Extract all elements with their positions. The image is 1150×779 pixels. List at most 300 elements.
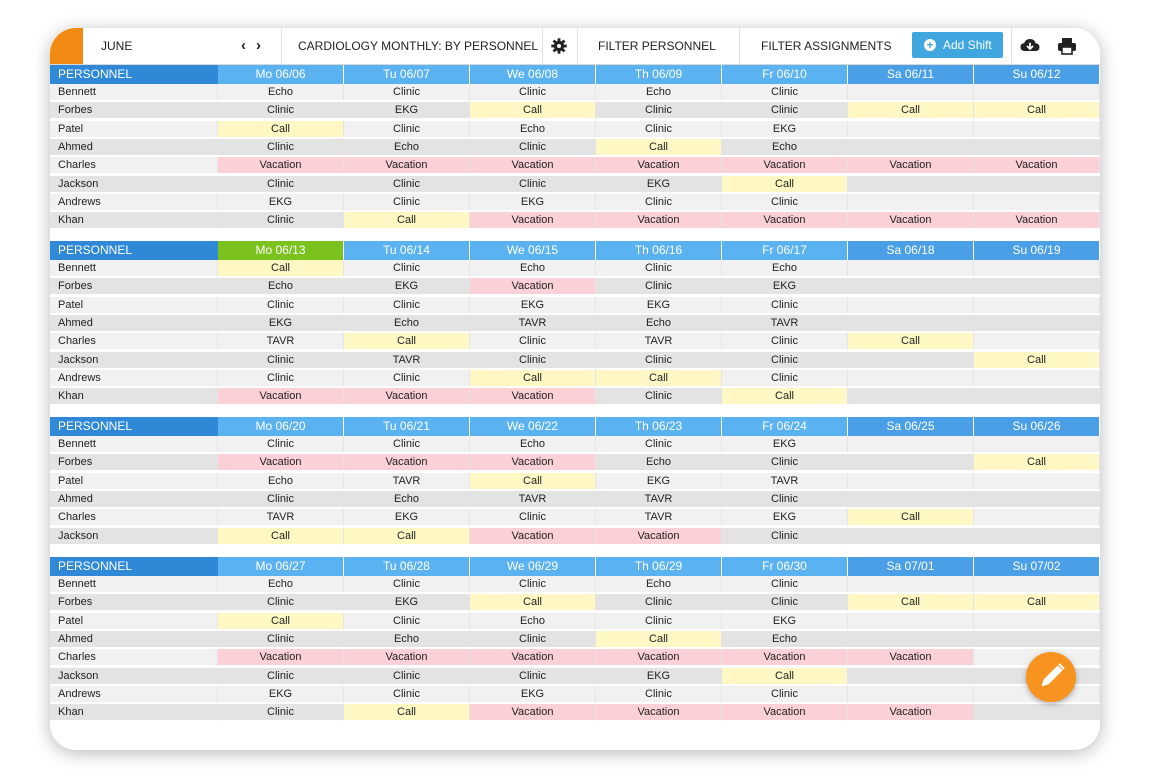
shift-cell[interactable] <box>848 491 974 508</box>
shift-cell[interactable] <box>848 176 974 193</box>
shift-cell[interactable]: Echo <box>344 631 470 648</box>
shift-cell[interactable]: Vacation <box>848 649 974 666</box>
day-column-header[interactable]: We 06/15 <box>470 241 595 260</box>
shift-cell[interactable]: Clinic <box>344 260 470 277</box>
personnel-column-header: PERSONNEL <box>50 241 218 260</box>
shift-cell[interactable]: Call <box>344 704 470 721</box>
shift-cell[interactable]: Vacation <box>974 212 1100 229</box>
shift-cell[interactable] <box>848 388 974 405</box>
shift-cell[interactable]: Vacation <box>596 528 722 545</box>
personnel-name[interactable]: Patel <box>50 297 218 314</box>
filter-personnel-button[interactable]: FILTER PERSONNEL <box>598 39 716 53</box>
personnel-name[interactable]: Jackson <box>50 176 218 193</box>
shift-cell[interactable]: Clinic <box>470 84 596 101</box>
shift-cell[interactable] <box>974 278 1100 295</box>
shift-cell[interactable]: EKG <box>722 509 848 526</box>
shift-cell[interactable]: Echo <box>596 84 722 101</box>
day-column-header[interactable]: Fr 06/10 <box>722 65 847 84</box>
personnel-name[interactable]: Andrews <box>50 370 218 387</box>
day-column-header[interactable]: Th 06/09 <box>596 65 721 84</box>
shift-cell[interactable] <box>974 333 1100 350</box>
shift-cell[interactable] <box>974 176 1100 193</box>
shift-cell[interactable] <box>848 352 974 369</box>
shift-cell[interactable]: Clinic <box>470 631 596 648</box>
filter-assignments-button[interactable]: FILTER ASSIGNMENTS <box>761 39 892 53</box>
shift-cell[interactable]: Call <box>218 121 344 138</box>
shift-cell[interactable] <box>848 631 974 648</box>
table-row <box>50 139 1100 157</box>
shift-cell[interactable]: Call <box>218 528 344 545</box>
toolbar-divider <box>577 28 578 64</box>
day-column-header[interactable]: Su 07/02 <box>974 557 1099 576</box>
shift-cell[interactable]: Clinic <box>218 491 344 508</box>
shift-cell[interactable]: Vacation <box>722 212 848 229</box>
shift-cell[interactable] <box>848 473 974 490</box>
personnel-name[interactable]: Jackson <box>50 352 218 369</box>
shift-cell[interactable]: Clinic <box>722 491 848 508</box>
shift-cell[interactable]: Clinic <box>722 102 848 119</box>
shift-cell[interactable] <box>848 576 974 593</box>
table-row <box>50 473 1100 491</box>
shift-cell[interactable]: Call <box>470 594 596 611</box>
shift-cell[interactable]: Clinic <box>344 194 470 211</box>
shift-cell[interactable]: Clinic <box>344 370 470 387</box>
day-column-header[interactable]: Su 06/26 <box>974 417 1099 436</box>
shift-cell[interactable]: Vacation <box>470 157 596 174</box>
shift-cell[interactable]: TAVR <box>596 491 722 508</box>
shift-cell[interactable]: Call <box>722 668 848 685</box>
shift-cell[interactable]: Call <box>470 370 596 387</box>
shift-cell[interactable] <box>974 473 1100 490</box>
shift-cell[interactable] <box>974 139 1100 156</box>
shift-cell[interactable]: Clinic <box>218 212 344 229</box>
shift-cell[interactable]: TAVR <box>596 333 722 350</box>
shift-cell[interactable]: Vacation <box>218 454 344 471</box>
personnel-name[interactable]: Khan <box>50 388 218 405</box>
shift-cell[interactable]: Clinic <box>596 278 722 295</box>
shift-cell[interactable]: TAVR <box>722 473 848 490</box>
personnel-name[interactable]: Ahmed <box>50 491 218 508</box>
table-row <box>50 436 1100 454</box>
day-column-header[interactable]: Sa 06/18 <box>848 241 973 260</box>
personnel-name[interactable]: Patel <box>50 121 218 138</box>
shift-cell[interactable]: Vacation <box>218 388 344 405</box>
shift-cell[interactable]: Clinic <box>722 352 848 369</box>
day-column-header[interactable]: We 06/08 <box>470 65 595 84</box>
shift-cell[interactable]: Echo <box>470 260 596 277</box>
table-row <box>50 194 1100 212</box>
day-column-header[interactable]: Tu 06/21 <box>344 417 469 436</box>
shift-cell[interactable]: Clinic <box>722 686 848 703</box>
shift-cell[interactable]: Call <box>848 102 974 119</box>
shift-cell[interactable]: EKG <box>596 297 722 314</box>
next-month-button[interactable]: › <box>256 37 261 54</box>
shift-cell[interactable] <box>848 194 974 211</box>
shift-cell[interactable]: Vacation <box>344 157 470 174</box>
shift-cell[interactable]: Clinic <box>596 102 722 119</box>
shift-cell[interactable]: EKG <box>470 686 596 703</box>
shift-cell[interactable]: Clinic <box>344 613 470 630</box>
shift-cell[interactable]: EKG <box>470 194 596 211</box>
shift-cell[interactable]: Call <box>722 388 848 405</box>
shift-cell[interactable]: Echo <box>218 278 344 295</box>
day-column-header[interactable]: Su 06/12 <box>974 65 1099 84</box>
shift-cell[interactable]: Vacation <box>722 704 848 721</box>
shift-cell[interactable]: EKG <box>344 102 470 119</box>
add-shift-label: Add Shift <box>943 38 992 52</box>
personnel-name[interactable]: Charles <box>50 333 218 350</box>
personnel-name[interactable]: Bennett <box>50 84 218 101</box>
shift-cell[interactable] <box>974 576 1100 593</box>
shift-cell[interactable]: EKG <box>596 176 722 193</box>
shift-cell[interactable]: Clinic <box>722 528 848 545</box>
day-column-header[interactable]: Mo 06/06 <box>218 65 343 84</box>
personnel-column-header: PERSONNEL <box>50 65 218 84</box>
shift-cell[interactable]: TAVR <box>218 333 344 350</box>
personnel-name[interactable]: Andrews <box>50 686 218 703</box>
shift-cell[interactable]: Call <box>470 102 596 119</box>
shift-cell[interactable] <box>848 370 974 387</box>
shift-cell[interactable]: Vacation <box>470 454 596 471</box>
shift-cell[interactable]: Call <box>848 509 974 526</box>
shift-cell[interactable] <box>974 613 1100 630</box>
shift-cell[interactable] <box>848 613 974 630</box>
shift-cell[interactable]: Echo <box>596 315 722 332</box>
add-shift-button[interactable] <box>912 32 1003 58</box>
table-row <box>50 297 1100 315</box>
shift-cell[interactable]: Echo <box>470 436 596 453</box>
shift-cell[interactable]: Vacation <box>848 157 974 174</box>
shift-cell[interactable] <box>974 121 1100 138</box>
table-row <box>50 212 1100 230</box>
shift-cell[interactable] <box>974 297 1100 314</box>
shift-cell[interactable]: Clinic <box>470 333 596 350</box>
shift-cell[interactable]: Clinic <box>596 121 722 138</box>
shift-cell[interactable]: EKG <box>344 594 470 611</box>
personnel-name[interactable]: Forbes <box>50 454 218 471</box>
shift-cell[interactable] <box>848 121 974 138</box>
table-row <box>50 613 1100 631</box>
shift-cell[interactable]: EKG <box>722 278 848 295</box>
shift-cell[interactable]: Clinic <box>344 176 470 193</box>
shift-cell[interactable]: Call <box>344 333 470 350</box>
shift-cell[interactable]: Vacation <box>470 278 596 295</box>
shift-cell[interactable]: Call <box>974 454 1100 471</box>
shift-cell[interactable] <box>974 704 1100 721</box>
shift-cell[interactable]: EKG <box>344 509 470 526</box>
table-row <box>50 631 1100 649</box>
shift-cell[interactable]: Clinic <box>344 668 470 685</box>
shift-cell[interactable]: Clinic <box>218 297 344 314</box>
shift-cell[interactable]: Clinic <box>722 594 848 611</box>
personnel-name[interactable]: Khan <box>50 212 218 229</box>
personnel-name[interactable]: Patel <box>50 613 218 630</box>
shift-cell[interactable] <box>974 509 1100 526</box>
shift-cell[interactable]: Call <box>848 594 974 611</box>
personnel-name[interactable]: Khan <box>50 704 218 721</box>
shift-cell[interactable]: Vacation <box>218 157 344 174</box>
shift-cell[interactable]: TAVR <box>344 352 470 369</box>
shift-cell[interactable]: Call <box>344 212 470 229</box>
shift-cell[interactable] <box>974 388 1100 405</box>
shift-cell[interactable]: Clinic <box>722 576 848 593</box>
day-column-header[interactable]: Tu 06/14 <box>344 241 469 260</box>
shift-cell[interactable]: Clinic <box>596 613 722 630</box>
shift-cell[interactable]: Vacation <box>722 157 848 174</box>
shift-cell[interactable]: EKG <box>722 121 848 138</box>
shift-cell[interactable]: Echo <box>218 576 344 593</box>
shift-cell[interactable]: TAVR <box>218 509 344 526</box>
shift-cell[interactable]: Echo <box>344 139 470 156</box>
view-title[interactable]: CARDIOLOGY MONTHLY: BY PERSONNEL <box>298 39 539 53</box>
shift-cell[interactable]: Clinic <box>596 352 722 369</box>
shift-cell[interactable]: Clinic <box>218 668 344 685</box>
shift-cell[interactable]: TAVR <box>470 491 596 508</box>
shift-cell[interactable]: Echo <box>722 139 848 156</box>
shift-cell[interactable]: Clinic <box>218 139 344 156</box>
shift-cell[interactable]: Call <box>218 260 344 277</box>
shift-cell[interactable] <box>848 315 974 332</box>
personnel-name[interactable]: Charles <box>50 649 218 666</box>
shift-cell[interactable]: Clinic <box>596 388 722 405</box>
shift-cell[interactable]: Call <box>218 613 344 630</box>
personnel-name[interactable]: Ahmed <box>50 139 218 156</box>
personnel-name[interactable]: Jackson <box>50 668 218 685</box>
shift-cell[interactable] <box>848 686 974 703</box>
shift-cell[interactable]: EKG <box>344 278 470 295</box>
day-column-header[interactable]: Sa 07/01 <box>848 557 973 576</box>
day-column-header[interactable]: Fr 06/17 <box>722 241 847 260</box>
table-row <box>50 260 1100 278</box>
shift-cell[interactable]: Clinic <box>722 84 848 101</box>
personnel-name[interactable]: Charles <box>50 509 218 526</box>
shift-cell[interactable] <box>848 84 974 101</box>
shift-cell[interactable] <box>974 315 1100 332</box>
shift-cell[interactable]: Clinic <box>470 176 596 193</box>
shift-cell[interactable]: Call <box>344 528 470 545</box>
day-column-header[interactable]: Tu 06/07 <box>344 65 469 84</box>
shift-cell[interactable]: TAVR <box>722 315 848 332</box>
shift-cell[interactable]: EKG <box>218 315 344 332</box>
day-column-header[interactable]: Mo 06/27 <box>218 557 343 576</box>
shift-cell[interactable]: Call <box>596 631 722 648</box>
shift-cell[interactable]: Clinic <box>722 454 848 471</box>
shift-cell[interactable]: Clinic <box>218 436 344 453</box>
day-column-header[interactable]: We 06/29 <box>470 557 595 576</box>
shift-cell[interactable]: Call <box>596 370 722 387</box>
shift-cell[interactable]: Clinic <box>722 370 848 387</box>
table-row <box>50 491 1100 509</box>
shift-cell[interactable] <box>974 491 1100 508</box>
shift-cell[interactable]: Clinic <box>218 704 344 721</box>
shift-cell[interactable]: Clinic <box>344 84 470 101</box>
personnel-name[interactable]: Bennett <box>50 576 218 593</box>
shift-cell[interactable]: EKG <box>470 297 596 314</box>
shift-cell[interactable]: Vacation <box>344 388 470 405</box>
shift-cell[interactable] <box>848 260 974 277</box>
shift-cell[interactable]: Clinic <box>344 297 470 314</box>
shift-cell[interactable]: Vacation <box>470 649 596 666</box>
shift-cell[interactable] <box>848 668 974 685</box>
shift-cell[interactable]: Clinic <box>218 631 344 648</box>
table-row <box>50 157 1100 175</box>
shift-cell[interactable]: Clinic <box>596 436 722 453</box>
shift-cell[interactable]: Vacation <box>218 649 344 666</box>
shift-cell[interactable]: Vacation <box>344 454 470 471</box>
shift-cell[interactable]: Call <box>596 139 722 156</box>
shift-cell[interactable]: Vacation <box>470 528 596 545</box>
shift-cell[interactable]: Clinic <box>218 594 344 611</box>
printer-icon[interactable] <box>1056 36 1078 56</box>
personnel-name[interactable]: Charles <box>50 157 218 174</box>
shift-cell[interactable] <box>848 139 974 156</box>
shift-cell[interactable] <box>848 454 974 471</box>
day-column-header[interactable]: We 06/22 <box>470 417 595 436</box>
personnel-name[interactable]: Patel <box>50 473 218 490</box>
personnel-name[interactable]: Forbes <box>50 278 218 295</box>
shift-cell[interactable]: Echo <box>218 473 344 490</box>
shift-cell[interactable]: Clinic <box>470 352 596 369</box>
shift-cell[interactable] <box>974 528 1100 545</box>
shift-cell[interactable]: Clinic <box>344 436 470 453</box>
shift-cell[interactable] <box>974 84 1100 101</box>
toolbar-divider <box>1011 28 1012 64</box>
shift-cell[interactable] <box>848 436 974 453</box>
shift-cell[interactable]: TAVR <box>344 473 470 490</box>
shift-cell[interactable]: Clinic <box>218 370 344 387</box>
shift-cell[interactable]: Clinic <box>470 668 596 685</box>
shift-cell[interactable]: Vacation <box>848 704 974 721</box>
shift-cell[interactable]: Clinic <box>722 297 848 314</box>
plus-circle-icon: + <box>924 39 936 51</box>
shift-cell[interactable]: EKG <box>218 194 344 211</box>
shift-cell[interactable]: Clinic <box>218 102 344 119</box>
day-column-header[interactable]: Tu 06/28 <box>344 557 469 576</box>
shift-cell[interactable]: Vacation <box>722 649 848 666</box>
shift-cell[interactable] <box>974 260 1100 277</box>
personnel-name[interactable]: Bennett <box>50 260 218 277</box>
personnel-name[interactable]: Ahmed <box>50 631 218 648</box>
personnel-name[interactable]: Bennett <box>50 436 218 453</box>
gear-icon[interactable] <box>548 36 570 56</box>
shift-cell[interactable]: Clinic <box>470 576 596 593</box>
personnel-name[interactable]: Jackson <box>50 528 218 545</box>
shift-cell[interactable]: EKG <box>218 686 344 703</box>
shift-cell[interactable]: Clinic <box>596 686 722 703</box>
day-column-header[interactable]: Th 06/29 <box>596 557 721 576</box>
shift-cell[interactable]: Echo <box>722 631 848 648</box>
shift-cell[interactable] <box>974 436 1100 453</box>
shift-cell[interactable]: Clinic <box>470 139 596 156</box>
shift-cell[interactable]: Vacation <box>596 212 722 229</box>
day-column-header[interactable]: Sa 06/11 <box>848 65 973 84</box>
shift-cell[interactable]: Echo <box>596 454 722 471</box>
shift-cell[interactable]: Clinic <box>218 176 344 193</box>
cloud-download-icon[interactable] <box>1019 36 1041 56</box>
day-column-header[interactable]: Th 06/23 <box>596 417 721 436</box>
shift-cell[interactable]: Vacation <box>974 157 1100 174</box>
shift-cell[interactable] <box>848 528 974 545</box>
shift-cell[interactable]: Vacation <box>848 212 974 229</box>
shift-cell[interactable]: EKG <box>722 613 848 630</box>
shift-cell[interactable]: Call <box>722 176 848 193</box>
shift-cell[interactable]: Echo <box>470 613 596 630</box>
day-column-header[interactable]: Mo 06/13 <box>218 241 343 260</box>
day-column-header[interactable]: Sa 06/25 <box>848 417 973 436</box>
shift-cell[interactable]: Vacation <box>596 704 722 721</box>
edit-fab-button[interactable] <box>1026 652 1076 702</box>
shift-cell[interactable]: Echo <box>344 491 470 508</box>
shift-cell[interactable] <box>848 278 974 295</box>
shift-cell[interactable]: Vacation <box>470 212 596 229</box>
shift-cell[interactable]: Clinic <box>596 594 722 611</box>
shift-cell[interactable]: EKG <box>596 473 722 490</box>
shift-cell[interactable]: Clinic <box>722 194 848 211</box>
day-column-header[interactable]: Mo 06/20 <box>218 417 343 436</box>
personnel-name[interactable]: Forbes <box>50 594 218 611</box>
shift-cell[interactable]: Call <box>470 473 596 490</box>
shift-cell[interactable]: Call <box>848 333 974 350</box>
shift-cell[interactable]: Vacation <box>596 157 722 174</box>
personnel-name[interactable]: Andrews <box>50 194 218 211</box>
shift-cell[interactable]: Echo <box>596 576 722 593</box>
shift-cell[interactable] <box>974 370 1100 387</box>
shift-cell[interactable] <box>974 631 1100 648</box>
shift-cell[interactable]: Vacation <box>344 649 470 666</box>
shift-cell[interactable]: Call <box>974 102 1100 119</box>
table-row <box>50 454 1100 472</box>
shift-cell[interactable] <box>848 297 974 314</box>
day-column-header[interactable]: Fr 06/24 <box>722 417 847 436</box>
month-label[interactable]: JUNE <box>101 39 133 53</box>
prev-month-button[interactable]: ‹ <box>241 37 246 54</box>
shift-cell[interactable]: Clinic <box>344 686 470 703</box>
shift-cell[interactable]: Clinic <box>596 260 722 277</box>
shift-cell[interactable] <box>974 194 1100 211</box>
table-row <box>50 704 1100 722</box>
day-column-header[interactable]: Fr 06/30 <box>722 557 847 576</box>
shift-cell[interactable]: Echo <box>722 260 848 277</box>
shift-cell[interactable]: Vacation <box>470 388 596 405</box>
shift-cell[interactable]: TAVR <box>596 509 722 526</box>
table-row <box>50 278 1100 296</box>
personnel-column-header: PERSONNEL <box>50 557 218 576</box>
shift-cell[interactable]: TAVR <box>470 315 596 332</box>
shift-cell[interactable]: EKG <box>596 668 722 685</box>
shift-cell[interactable]: Vacation <box>470 704 596 721</box>
shift-cell[interactable]: Clinic <box>470 509 596 526</box>
shift-cell[interactable]: Echo <box>344 315 470 332</box>
shift-cell[interactable]: Echo <box>470 121 596 138</box>
shift-cell[interactable]: Clinic <box>218 352 344 369</box>
toolbar-divider <box>739 28 740 64</box>
shift-cell[interactable]: Clinic <box>596 194 722 211</box>
shift-cell[interactable]: Call <box>974 352 1100 369</box>
day-column-header[interactable]: Th 06/16 <box>596 241 721 260</box>
personnel-name[interactable]: Ahmed <box>50 315 218 332</box>
shift-cell[interactable]: Echo <box>218 84 344 101</box>
toolbar <box>50 28 1100 65</box>
brand-logo <box>50 28 83 64</box>
day-column-header[interactable]: Su 06/19 <box>974 241 1099 260</box>
shift-cell[interactable]: Clinic <box>722 333 848 350</box>
shift-cell[interactable]: Clinic <box>344 121 470 138</box>
shift-cell[interactable]: Vacation <box>596 649 722 666</box>
shift-cell[interactable]: EKG <box>722 436 848 453</box>
shift-cell[interactable]: Call <box>974 594 1100 611</box>
shift-cell[interactable]: Clinic <box>344 576 470 593</box>
personnel-name[interactable]: Forbes <box>50 102 218 119</box>
